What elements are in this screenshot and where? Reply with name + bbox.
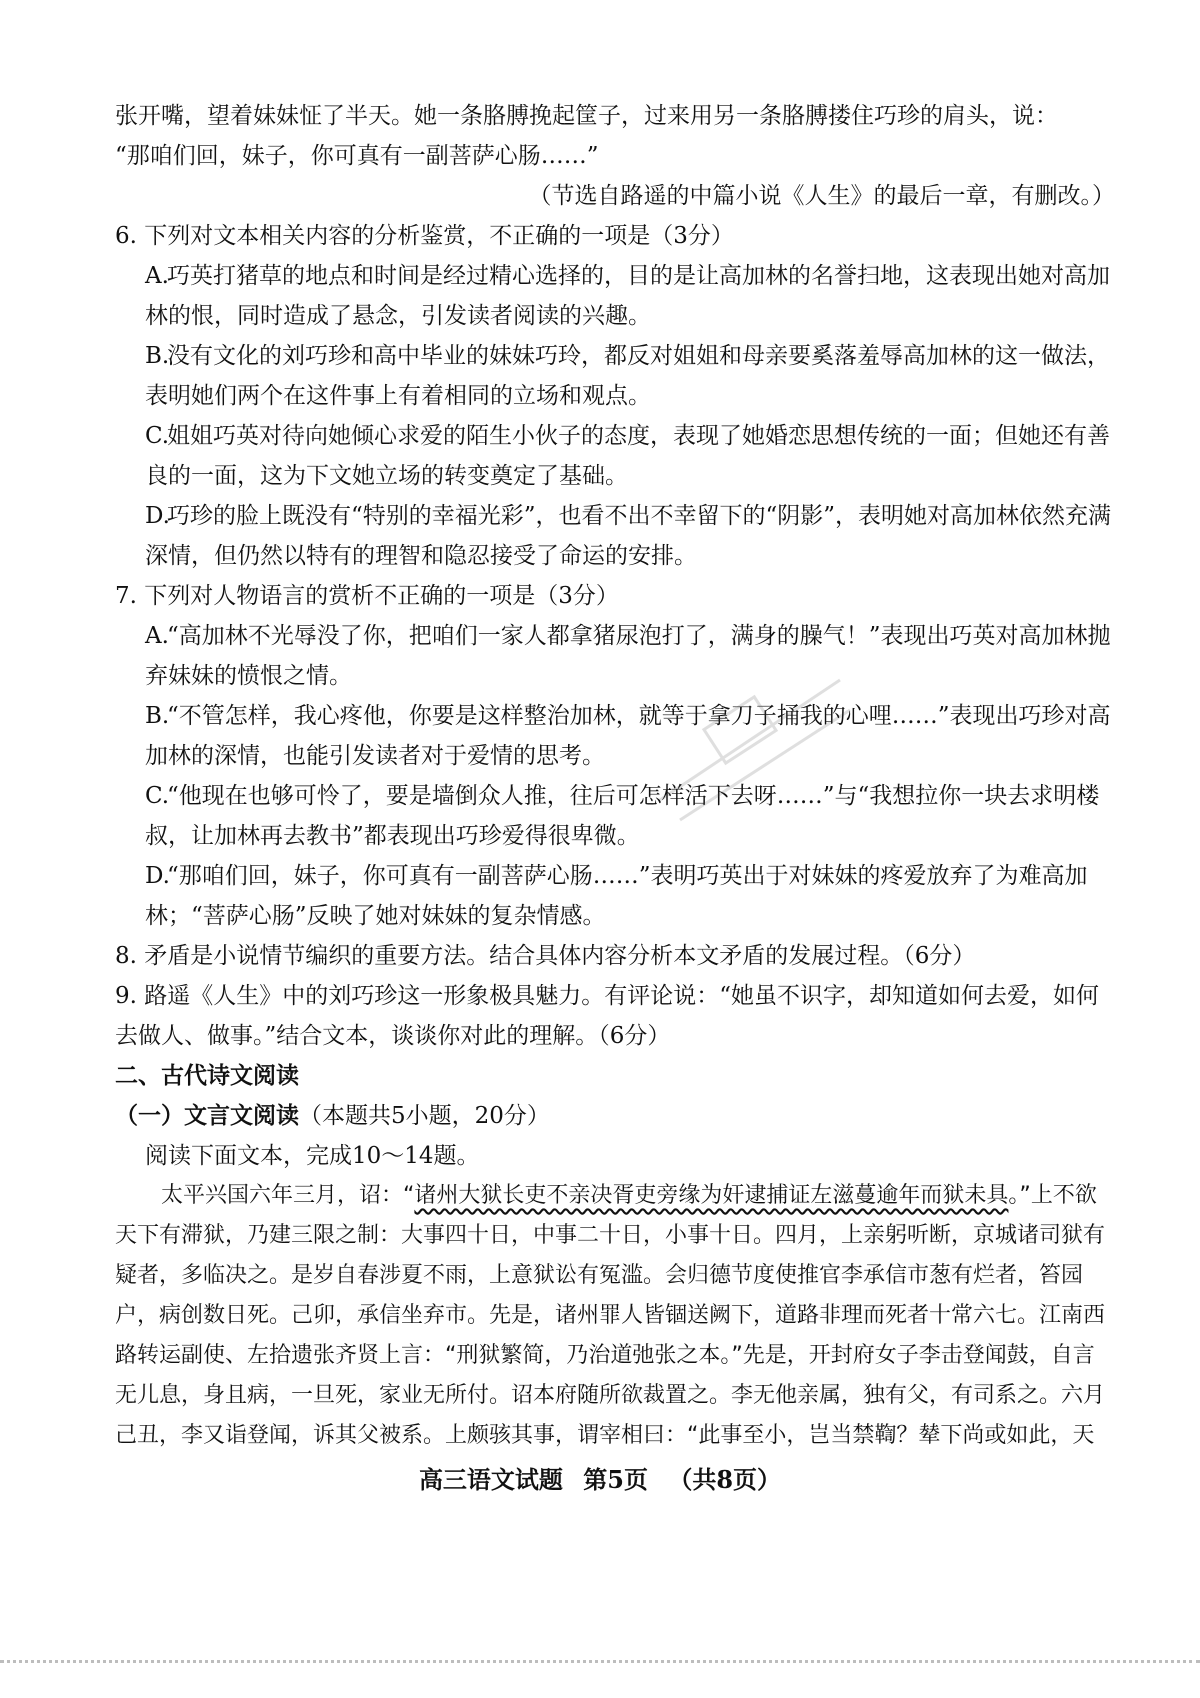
question-6-stem: 6. 下列对文本相关内容的分析鉴赏，不正确的一项是（3分）	[115, 223, 734, 249]
question-6-option-b: B.没有文化的刘巧珍和高中毕业的妹妹巧玲，都反对姐姐和母亲要奚落羞辱高加林的这一做法，表明她们两个在这件事上有着相同的立场和观点。	[145, 343, 1110, 409]
footer-page: 第5页	[583, 1465, 648, 1494]
page-footer	[0, 1462, 1200, 1498]
question-7-option-a: A.“高加林不光辱没了你，把咱们一家人都拿猪尿泡打了，满身的臊气！”表现出巧英对高加林抛弃妹妹的愤恨之情。	[145, 623, 1111, 689]
question-8: 8. 矛盾是小说情节编织的重要方法。结合具体内容分析本文矛盾的发展过程。（6分）	[115, 943, 976, 969]
question-6-option-d: D.巧珍的脸上既没有“特别的幸福光彩”，也看不出不幸留下的“阴影”，表明她对高加林依然充满深情，但仍然以特有的理智和隐忍接受了命运的安排。	[145, 503, 1112, 569]
wavy-underlined-sentence: 诸州大狱长吏不亲决胥吏旁缘为奸逮捕证左滋蔓逾年而狱未具	[414, 1183, 1009, 1208]
question-9: 9. 路遥《人生》中的刘巧珍这一形象极具魅力。有评论说：“她虽不识字，却知道如何去爱，如何去做人、做事。”结合文本，谈谈你对此的理解。（6分）	[115, 983, 1100, 1049]
story-line-1: 张开嘴，望着妹妹怔了半天。她一条胳膊挽起筐子，过来用另一条胳膊搂住巧珍的肩头，说：	[115, 103, 1058, 129]
section-2-subtitle: （一）文言文阅读（本题共5小题，20分）	[115, 1102, 550, 1129]
section-2-title: 二、古代诗文阅读	[115, 1062, 299, 1089]
question-6-option-c: C.姐姐巧英对待向她倾心求爱的陌生小伙子的态度，表现了她婚恋思想传统的一面；但她还有善良的一面，这为下文她立场的转变奠定了基础。	[145, 423, 1110, 489]
story-line-2: “那咱们回，妹子，你可真有一副菩萨心肠……”	[115, 143, 599, 169]
question-7-option-c: C.“他现在也够可怜了，要是墙倒众人推，往后可怎样活下去呀……”与“我想拉你一块去求明楼叔，让加林再去教书”都表现出巧珍爱得很卑微。	[145, 783, 1100, 849]
question-6-option-a: A.巧英打猪草的地点和时间是经过精心选择的，目的是让高加林的名誉扫地，这表现出她对高加林的恨，同时造成了悬念，引发读者阅读的兴趣。	[145, 263, 1110, 329]
classical-passage: 太平兴国六年三月，诏：“诸州大狱长吏不亲决胥吏旁缘为奸逮捕证左滋蔓逾年而狱未具。”上不欲天下有滞狱，乃建三限之制：大事四十日，中事二十日，小事十日。四月，上亲躬听断，京城诸司狱有疑者，多临决之。是岁自春涉夏不雨，上意狱讼有冤滥。会归德节度使推官李承信市葱有烂者，笞园户，病创数日死。己卯，承信坐弃市。先是，诸州罪人皆锢送阙下，道路非理而死者十常六七。江南西路转运副使、左拾遗张齐贤上言：“刑狱繁简，乃治道弛张之本。”先是，开封府女子李击登闻鼓，自言无儿息，身且病，一旦死，家业无所付。诏本府随所欲裁置之。李无他亲属，独有父，有司系之。六月己丑，李又诣登闻，诉其父被系。上颇骇其事，谓宰相曰：“此事至小，岂当禁鞫？辇下尚或如此，天	[115, 1183, 1106, 1448]
footer-title: 高三语文试题	[418, 1465, 563, 1494]
reading-instruction: 阅读下面文本，完成10～14题。	[145, 1143, 480, 1169]
question-7-option-d: D.“那咱们回，妹子，你可真有一副菩萨心肠……”表明巧英出于对妹妹的疼爱放弃了为难高加林；“菩萨心肠”反映了她对妹妹的复杂情感。	[145, 863, 1088, 929]
bottom-dotted-rule	[0, 1660, 1200, 1663]
source-note: （节选自路遥的中篇小说《人生》的最后一章，有删改。）	[528, 183, 1115, 209]
question-7-stem: 7. 下列对人物语言的赏析不正确的一项是（3分）	[115, 583, 619, 609]
question-7-option-b: B.“不管怎样，我心疼他，你要是这样整治加林，就等于拿刀子捅我的心哩……”表现出巧珍对高加林的深情，也能引发读者对于爱情的思考。	[145, 703, 1111, 769]
footer-total: （共8页）	[668, 1465, 782, 1494]
